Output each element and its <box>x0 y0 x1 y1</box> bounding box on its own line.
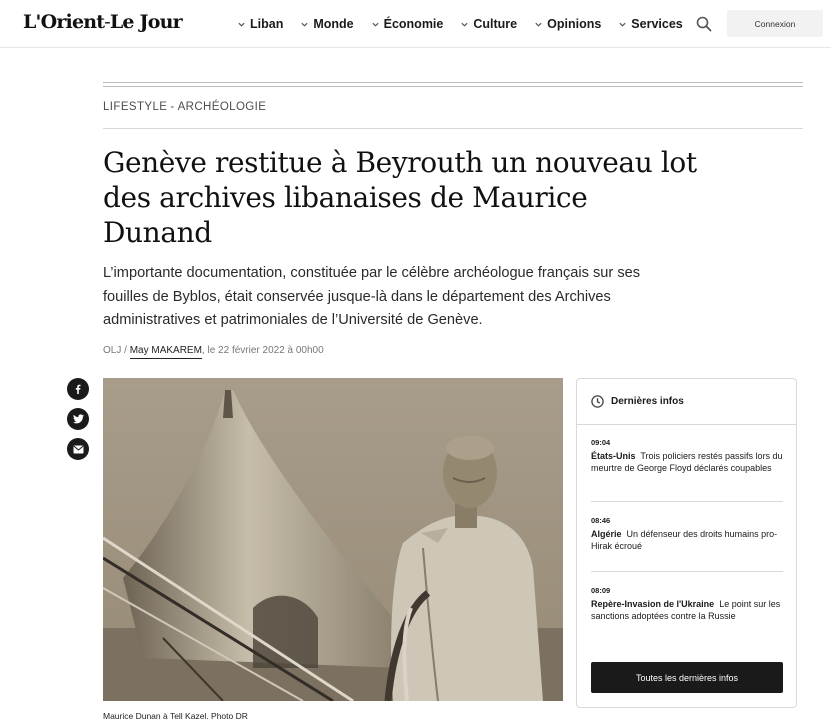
chevron-down-icon <box>534 20 543 29</box>
article-photo <box>103 378 563 701</box>
news-divider <box>591 571 783 572</box>
chevron-down-icon <box>300 20 309 29</box>
byline-date: , le 22 février 2022 à 00h00 <box>201 345 324 356</box>
chevron-down-icon <box>618 20 627 29</box>
all-latest-news-button[interactable]: Toutes les dernières infos <box>591 662 783 693</box>
nav-label: Liban <box>250 17 284 31</box>
nav-label: Économie <box>383 17 444 31</box>
photo-illustration <box>103 378 563 701</box>
news-tag: Algérie <box>591 529 622 539</box>
news-time: 08:09 <box>591 586 611 595</box>
rubric-section[interactable]: LIFESTYLE <box>103 101 168 113</box>
site-logo[interactable] <box>23 11 182 33</box>
byline-source: OLJ / <box>103 345 127 356</box>
news-time: 09:04 <box>591 438 611 447</box>
news-time: 08:46 <box>591 516 611 525</box>
chevron-down-icon <box>237 20 246 29</box>
news-item[interactable] <box>591 516 783 553</box>
main-nav <box>237 17 700 31</box>
news-headline: Trois policiers restés passifs lors du meurtre de George Floyd déclarés coupables <box>591 451 783 473</box>
nav-item-monde[interactable] <box>300 17 353 31</box>
chevron-down-icon <box>371 20 380 29</box>
rubric-separator: - <box>170 101 175 113</box>
logo-part-1: L'Orient <box>23 11 105 33</box>
nav-label: Services <box>631 17 683 31</box>
nav-label: Monde <box>313 17 354 31</box>
article-title: Genève restitue à Beyrouth un nouveau lot des archives libanaises de Maurice Dunand <box>103 146 697 249</box>
nav-item-liban[interactable] <box>237 17 283 31</box>
login-button[interactable]: Connexion <box>727 10 823 37</box>
news-text[interactable] <box>591 529 783 553</box>
chevron-down-icon <box>460 20 469 29</box>
news-tag: Repère-Invasion de l'Ukraine <box>591 599 715 609</box>
article-lead: L’importante documentation, constituée par le célèbre archéologue français sur ses fouilles de Byblos, était conservée jusque-là dans le département des Archives administratives et patrimoniales de l’Université de Genève. <box>103 265 641 328</box>
nav-item-economie[interactable] <box>371 17 444 31</box>
share-twitter-button[interactable] <box>67 408 89 430</box>
logo-part-2: Le Jour <box>109 11 182 33</box>
rubric-subsection[interactable]: ARCHÉOLOGIE <box>177 101 267 113</box>
twitter-icon <box>73 414 84 424</box>
nav-item-services[interactable] <box>618 17 682 31</box>
nav-label: Opinions <box>547 17 602 31</box>
clock-icon <box>591 395 604 408</box>
news-tag: États-Unis <box>591 451 636 461</box>
news-headline: Un défenseur des droits humains pro-Hirak écroué <box>591 529 778 551</box>
news-text[interactable] <box>591 599 783 623</box>
news-item[interactable] <box>591 438 783 475</box>
nav-item-culture[interactable] <box>460 17 517 31</box>
news-item[interactable] <box>591 586 783 623</box>
logo-separator: - <box>104 11 110 33</box>
search-icon[interactable] <box>695 15 713 33</box>
nav-item-opinions[interactable] <box>534 17 601 31</box>
site-header <box>0 0 831 48</box>
byline-author-link[interactable]: May MAKAREM <box>130 345 202 359</box>
email-icon <box>73 445 84 454</box>
facebook-icon <box>73 384 83 394</box>
article-byline <box>103 345 324 356</box>
news-headline: Le point sur les sanctions adoptées contre la Russie <box>591 599 781 621</box>
photo-caption: Maurice Dunan à Tell Kazel. Photo DR <box>103 711 248 720</box>
latest-news-panel <box>576 378 797 708</box>
latest-news-header <box>577 379 796 425</box>
latest-news-title: Dernières infos <box>611 396 684 407</box>
top-double-rule <box>103 82 803 87</box>
article-rubric <box>103 101 266 113</box>
news-text[interactable] <box>591 451 783 475</box>
share-email-button[interactable] <box>67 438 89 460</box>
nav-label: Culture <box>473 17 518 31</box>
news-divider <box>591 501 783 502</box>
share-facebook-button[interactable] <box>67 378 89 400</box>
rubric-divider <box>103 128 803 129</box>
